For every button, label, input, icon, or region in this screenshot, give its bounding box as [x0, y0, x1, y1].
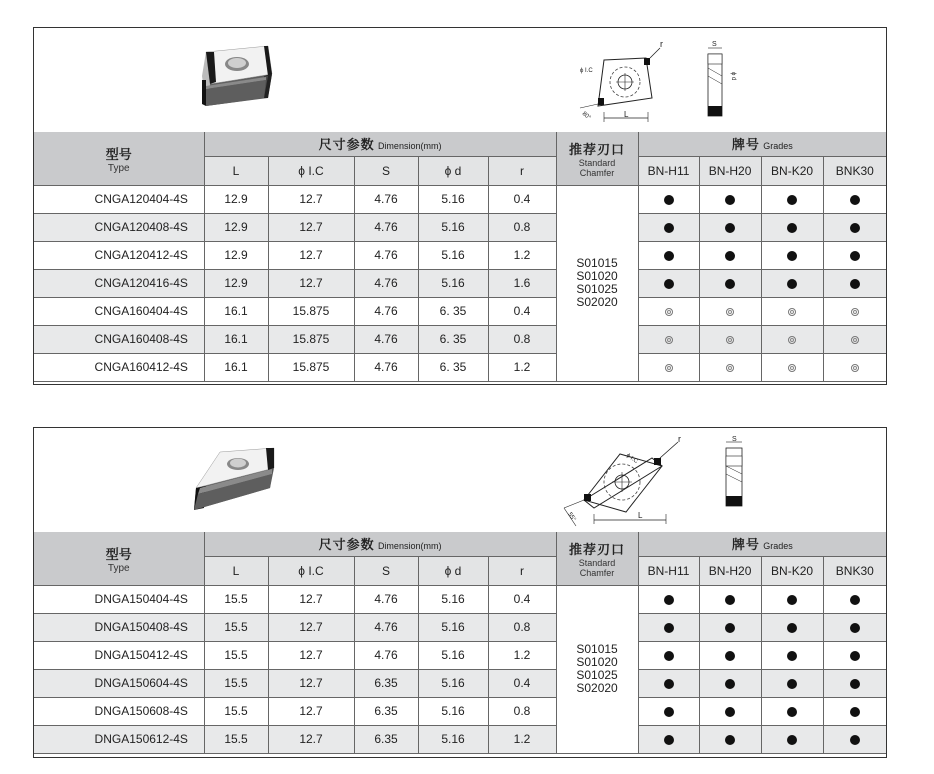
dimension-header	[204, 132, 556, 156]
table-row	[34, 585, 886, 613]
ic-cell: 15.875	[268, 297, 354, 325]
s-cell: 4.76	[354, 213, 418, 241]
table-row	[34, 241, 886, 269]
grade-cell	[699, 669, 761, 697]
filled-dot-icon	[850, 251, 860, 261]
cnga-diagram-ic-label: ϕ I.C	[580, 68, 593, 74]
model-cell: DNGA150608-4S	[34, 697, 204, 725]
grade-cell	[761, 297, 823, 325]
d-cell: 6. 35	[418, 353, 488, 381]
col-header-bn-h11: BN-H11	[638, 156, 699, 185]
ic-cell: 12.7	[268, 213, 354, 241]
r-cell: 1.6	[488, 269, 556, 297]
col-header-bn-h20: BN-H20	[699, 156, 761, 185]
grade-cell	[761, 185, 823, 213]
grade-cell	[823, 697, 886, 725]
l-cell: 15.5	[204, 613, 268, 641]
dnga-spec-table	[34, 532, 886, 754]
filled-dot-icon	[787, 223, 797, 233]
filled-dot-icon	[725, 735, 735, 745]
l-cell: 15.5	[204, 585, 268, 613]
model-cell: DNGA150404-4S	[34, 585, 204, 613]
col-header-r: r	[488, 556, 556, 585]
col-header-s: S	[354, 156, 418, 185]
filled-dot-icon	[850, 679, 860, 689]
cnga-technical-diagram	[574, 38, 734, 126]
filled-dot-icon	[787, 195, 797, 205]
grade-cell	[761, 353, 823, 381]
filled-dot-icon	[725, 595, 735, 605]
chamfer-header-en-1: Standard	[578, 557, 616, 568]
ic-cell: 15.875	[268, 353, 354, 381]
dimension-header-en: Dimension(mm)	[377, 541, 442, 552]
s-cell: 4.76	[354, 269, 418, 297]
col-header-l: L	[204, 156, 268, 185]
grade-cell	[638, 297, 699, 325]
grade-cell	[823, 613, 886, 641]
filled-dot-icon	[725, 651, 735, 661]
d-cell: 5.16	[418, 697, 488, 725]
model-cell: CNGA120412-4S	[34, 241, 204, 269]
cnga-diagram-angle-label: 80°	[580, 110, 592, 122]
table-row	[34, 725, 886, 753]
grade-cell	[823, 725, 886, 753]
ring-circle-icon	[726, 364, 734, 372]
grade-cell	[638, 353, 699, 381]
grades-header-cn: 牌号	[731, 537, 760, 553]
chamfer-item: S01015	[576, 642, 618, 656]
model-cell: CNGA120404-4S	[34, 185, 204, 213]
filled-dot-icon	[725, 251, 735, 261]
model-cell: DNGA150604-4S	[34, 669, 204, 697]
cnga-insert-image	[192, 46, 282, 116]
ic-cell: 12.7	[268, 641, 354, 669]
filled-dot-icon	[664, 251, 674, 261]
s-cell: 4.76	[354, 641, 418, 669]
table-row	[34, 697, 886, 725]
chamfer-list	[556, 185, 638, 381]
model-cell: DNGA150612-4S	[34, 725, 204, 753]
type-header-cn: 型号	[105, 147, 132, 163]
filled-dot-icon	[850, 595, 860, 605]
filled-dot-icon	[787, 251, 797, 261]
d-cell: 5.16	[418, 213, 488, 241]
grade-cell	[823, 297, 886, 325]
filled-dot-icon	[725, 707, 735, 717]
col-header-s: S	[354, 556, 418, 585]
col-header-ic: ϕ I.C	[268, 556, 354, 585]
filled-dot-icon	[725, 195, 735, 205]
ic-cell: 12.7	[268, 185, 354, 213]
ring-circle-icon	[726, 308, 734, 316]
grade-cell	[699, 613, 761, 641]
col-header-bn-h20: BN-H20	[699, 556, 761, 585]
ring-circle-icon	[788, 364, 796, 372]
table-row	[34, 325, 886, 353]
table-row	[34, 669, 886, 697]
grade-cell	[638, 669, 699, 697]
filled-dot-icon	[664, 195, 674, 205]
model-cell: CNGA120416-4S	[34, 269, 204, 297]
r-cell: 0.4	[488, 669, 556, 697]
l-cell: 16.1	[204, 353, 268, 381]
grade-cell	[638, 269, 699, 297]
grade-cell	[638, 325, 699, 353]
col-header-ic: ϕ I.C	[268, 156, 354, 185]
l-cell: 15.5	[204, 725, 268, 753]
filled-dot-icon	[664, 279, 674, 289]
filled-dot-icon	[664, 707, 674, 717]
s-cell: 4.76	[354, 241, 418, 269]
table-row	[34, 297, 886, 325]
grade-cell	[761, 641, 823, 669]
s-cell: 4.76	[354, 585, 418, 613]
cnga-diagram-r-label: r	[660, 39, 663, 49]
r-cell: 0.8	[488, 213, 556, 241]
l-cell: 12.9	[204, 213, 268, 241]
grade-cell	[823, 213, 886, 241]
chamfer-header	[556, 132, 638, 185]
dimension-header-en: Dimension(mm)	[377, 141, 442, 152]
chamfer-header-en-2: Chamfer	[579, 567, 615, 578]
type-header	[34, 132, 204, 185]
ring-circle-icon	[851, 336, 859, 344]
type-header	[34, 532, 204, 585]
grade-cell	[823, 669, 886, 697]
grade-cell	[699, 269, 761, 297]
filled-dot-icon	[664, 223, 674, 233]
filled-dot-icon	[850, 735, 860, 745]
s-cell: 4.76	[354, 185, 418, 213]
r-cell: 0.8	[488, 613, 556, 641]
filled-dot-icon	[787, 735, 797, 745]
grade-cell	[699, 325, 761, 353]
dnga-diagram-l-label: L	[638, 511, 643, 520]
dnga-hero	[34, 428, 886, 532]
s-cell: 4.76	[354, 613, 418, 641]
grade-cell	[638, 241, 699, 269]
grade-cell	[638, 697, 699, 725]
grade-cell	[761, 669, 823, 697]
cnga-diagram-l-label: L	[624, 110, 629, 119]
l-cell: 15.5	[204, 669, 268, 697]
ring-circle-icon	[665, 364, 673, 372]
ring-circle-icon	[665, 308, 673, 316]
grade-cell	[761, 725, 823, 753]
d-cell: 5.16	[418, 725, 488, 753]
filled-dot-icon	[725, 623, 735, 633]
grade-cell	[761, 697, 823, 725]
s-cell: 6.35	[354, 697, 418, 725]
grade-cell	[823, 353, 886, 381]
dimension-header	[204, 532, 556, 556]
cnga-hero	[34, 28, 886, 132]
ring-circle-icon	[788, 308, 796, 316]
chamfer-item: S01020	[576, 269, 618, 283]
model-cell: DNGA150412-4S	[34, 641, 204, 669]
col-header-bn-k20: BN-K20	[761, 156, 823, 185]
col-header-d: ϕ d	[418, 156, 488, 185]
table-row	[34, 269, 886, 297]
grade-cell	[761, 325, 823, 353]
model-cell: CNGA160408-4S	[34, 325, 204, 353]
dnga-diagram-ic-label: ϕ I.C	[624, 452, 639, 465]
ic-cell: 12.7	[268, 241, 354, 269]
d-cell: 5.16	[418, 269, 488, 297]
chamfer-item: S01025	[576, 668, 618, 682]
ic-cell: 15.875	[268, 325, 354, 353]
cnga-panel	[33, 27, 887, 385]
table-row	[34, 213, 886, 241]
grade-cell	[638, 613, 699, 641]
filled-dot-icon	[787, 651, 797, 661]
ic-cell: 12.7	[268, 725, 354, 753]
grade-cell	[699, 585, 761, 613]
grade-cell	[761, 613, 823, 641]
dnga-diagram-s-label: S	[732, 436, 737, 443]
r-cell: 1.2	[488, 353, 556, 381]
cnga-rows	[34, 185, 886, 381]
type-header-en: Type	[107, 163, 130, 175]
ic-cell: 12.7	[268, 669, 354, 697]
ic-cell: 12.7	[268, 697, 354, 725]
d-cell: 5.16	[418, 641, 488, 669]
l-cell: 12.9	[204, 241, 268, 269]
grade-cell	[761, 213, 823, 241]
dnga-technical-diagram	[554, 434, 744, 530]
table-row	[34, 641, 886, 669]
grade-cell	[761, 241, 823, 269]
r-cell: 1.2	[488, 641, 556, 669]
ic-cell: 12.7	[268, 269, 354, 297]
col-header-bn-k20: BN-K20	[761, 556, 823, 585]
col-header-l: L	[204, 556, 268, 585]
dnga-insert-image	[186, 448, 286, 518]
filled-dot-icon	[850, 279, 860, 289]
d-cell: 6. 35	[418, 325, 488, 353]
l-cell: 12.9	[204, 269, 268, 297]
s-cell: 4.76	[354, 353, 418, 381]
type-header-cn: 型号	[105, 547, 132, 563]
s-cell: 4.76	[354, 325, 418, 353]
l-cell: 16.1	[204, 297, 268, 325]
grade-cell	[699, 641, 761, 669]
ring-circle-icon	[851, 308, 859, 316]
table-row	[34, 185, 886, 213]
ring-circle-icon	[726, 336, 734, 344]
ring-circle-icon	[788, 336, 796, 344]
col-header-bn-h11: BN-H11	[638, 556, 699, 585]
filled-dot-icon	[787, 707, 797, 717]
type-header-en: Type	[107, 563, 130, 575]
d-cell: 6. 35	[418, 297, 488, 325]
d-cell: 5.16	[418, 241, 488, 269]
r-cell: 1.2	[488, 725, 556, 753]
cnga-diagram-d-label: ϕ d	[730, 72, 736, 81]
model-cell: CNGA160404-4S	[34, 297, 204, 325]
dnga-diagram-r-label: r	[678, 434, 681, 444]
dnga-diagram-angle-label: 55°	[566, 511, 577, 523]
chamfer-header	[556, 532, 638, 585]
col-header-r: r	[488, 156, 556, 185]
chamfer-item: S01015	[576, 256, 618, 270]
d-cell: 5.16	[418, 185, 488, 213]
ring-circle-icon	[665, 336, 673, 344]
table-row	[34, 353, 886, 381]
grades-header-en: Grades	[763, 141, 793, 152]
grade-cell	[823, 269, 886, 297]
filled-dot-icon	[787, 595, 797, 605]
chamfer-header-cn: 推荐刃口	[569, 141, 626, 157]
col-header-bnk30: BNK30	[823, 556, 886, 585]
grades-header	[638, 532, 886, 556]
filled-dot-icon	[787, 623, 797, 633]
chamfer-header-cn: 推荐刃口	[569, 541, 626, 557]
chamfer-item: S02020	[576, 295, 618, 309]
filled-dot-icon	[725, 223, 735, 233]
grade-cell	[761, 585, 823, 613]
dimension-header-cn: 尺寸参数	[318, 537, 375, 553]
l-cell: 15.5	[204, 641, 268, 669]
grade-cell	[699, 697, 761, 725]
filled-dot-icon	[850, 223, 860, 233]
dnga-rows	[34, 585, 886, 753]
chamfer-item: S01020	[576, 655, 618, 669]
filled-dot-icon	[664, 595, 674, 605]
col-header-d: ϕ d	[418, 556, 488, 585]
dimension-header-cn: 尺寸参数	[318, 137, 375, 153]
filled-dot-icon	[850, 195, 860, 205]
chamfer-header-en-1: Standard	[578, 157, 616, 168]
grade-cell	[699, 185, 761, 213]
grade-cell	[699, 241, 761, 269]
s-cell: 4.76	[354, 297, 418, 325]
grade-cell	[699, 725, 761, 753]
grade-cell	[823, 641, 886, 669]
grade-cell	[638, 725, 699, 753]
r-cell: 0.4	[488, 585, 556, 613]
grade-cell	[638, 641, 699, 669]
l-cell: 12.9	[204, 185, 268, 213]
grade-cell	[761, 269, 823, 297]
dnga-panel	[33, 427, 887, 758]
grade-cell	[823, 585, 886, 613]
grades-header-cn: 牌号	[731, 137, 760, 153]
filled-dot-icon	[850, 623, 860, 633]
filled-dot-icon	[787, 279, 797, 289]
model-cell: DNGA150408-4S	[34, 613, 204, 641]
model-cell: CNGA120408-4S	[34, 213, 204, 241]
grade-cell	[699, 353, 761, 381]
filled-dot-icon	[850, 651, 860, 661]
filled-dot-icon	[664, 623, 674, 633]
l-cell: 15.5	[204, 697, 268, 725]
r-cell: 0.8	[488, 697, 556, 725]
filled-dot-icon	[664, 679, 674, 689]
filled-dot-icon	[725, 279, 735, 289]
s-cell: 6.35	[354, 669, 418, 697]
chamfer-header-en-2: Chamfer	[579, 167, 615, 178]
ic-cell: 12.7	[268, 585, 354, 613]
chamfer-list	[556, 585, 638, 753]
grade-cell	[638, 185, 699, 213]
r-cell: 0.8	[488, 325, 556, 353]
filled-dot-icon	[725, 679, 735, 689]
filled-dot-icon	[787, 679, 797, 689]
grade-cell	[823, 241, 886, 269]
l-cell: 16.1	[204, 325, 268, 353]
chamfer-item: S02020	[576, 681, 618, 695]
col-header-bnk30: BNK30	[823, 156, 886, 185]
grade-cell	[823, 325, 886, 353]
d-cell: 5.16	[418, 585, 488, 613]
r-cell: 1.2	[488, 241, 556, 269]
cnga-spec-table	[34, 132, 886, 382]
grade-cell	[823, 185, 886, 213]
r-cell: 0.4	[488, 185, 556, 213]
grade-cell	[638, 213, 699, 241]
filled-dot-icon	[664, 651, 674, 661]
d-cell: 5.16	[418, 669, 488, 697]
grades-header	[638, 132, 886, 156]
model-cell: CNGA160412-4S	[34, 353, 204, 381]
grade-cell	[699, 213, 761, 241]
s-cell: 6.35	[354, 725, 418, 753]
filled-dot-icon	[664, 735, 674, 745]
filled-dot-icon	[850, 707, 860, 717]
table-row	[34, 613, 886, 641]
r-cell: 0.4	[488, 297, 556, 325]
ring-circle-icon	[851, 364, 859, 372]
grade-cell	[638, 585, 699, 613]
ic-cell: 12.7	[268, 613, 354, 641]
cnga-diagram-s-label: S	[712, 41, 717, 48]
grades-header-en: Grades	[763, 541, 793, 552]
d-cell: 5.16	[418, 613, 488, 641]
chamfer-item: S01025	[576, 282, 618, 296]
grade-cell	[699, 297, 761, 325]
